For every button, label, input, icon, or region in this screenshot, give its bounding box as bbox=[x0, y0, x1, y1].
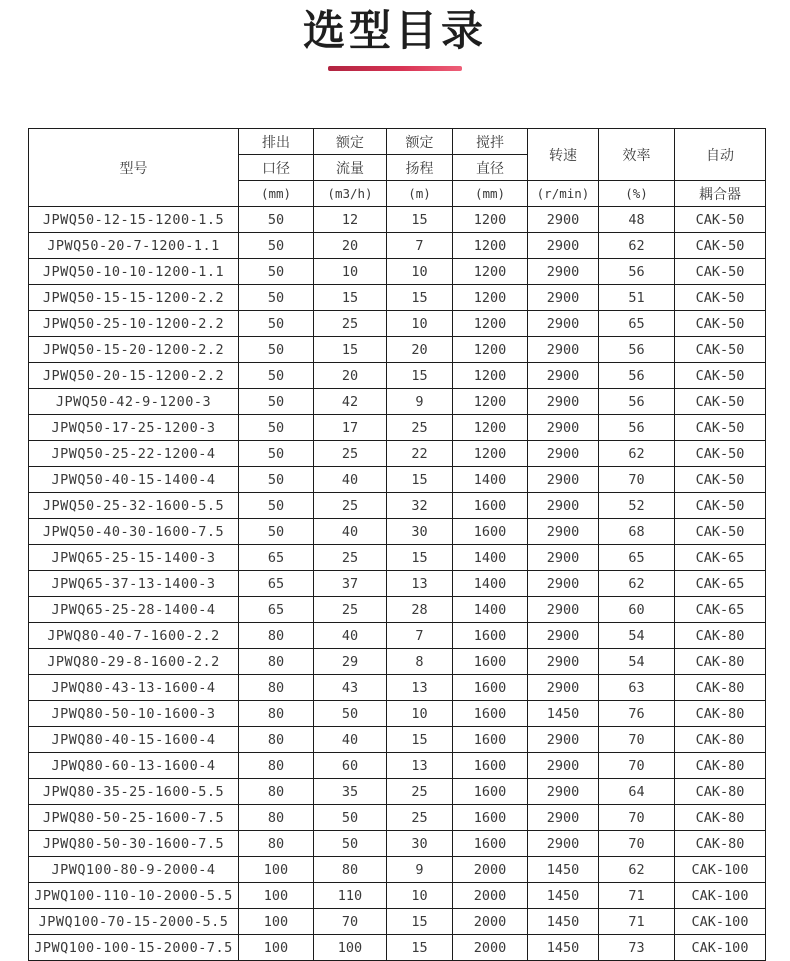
value-cell: 56 bbox=[599, 415, 675, 441]
table-row bbox=[29, 389, 766, 415]
value-cell: CAK-80 bbox=[675, 831, 766, 857]
value-cell: 80 bbox=[239, 649, 314, 675]
value-cell: 1600 bbox=[453, 805, 528, 831]
value-cell: 1600 bbox=[453, 831, 528, 857]
header-auto: 自动 bbox=[675, 129, 766, 181]
value-cell: CAK-100 bbox=[675, 883, 766, 909]
table-row bbox=[29, 259, 766, 285]
model-cell: JPWQ100-80-9-2000-4 bbox=[29, 857, 239, 883]
value-cell: CAK-80 bbox=[675, 753, 766, 779]
model-cell: JPWQ50-40-15-1400-4 bbox=[29, 467, 239, 493]
value-cell: 68 bbox=[599, 519, 675, 545]
model-cell: JPWQ100-70-15-2000-5.5 bbox=[29, 909, 239, 935]
header-mixing-mid: 直径 bbox=[453, 155, 528, 181]
table-row bbox=[29, 467, 766, 493]
header-head-mid: 扬程 bbox=[387, 155, 453, 181]
value-cell: 1600 bbox=[453, 493, 528, 519]
value-cell: 50 bbox=[239, 415, 314, 441]
model-cell: JPWQ65-25-28-1400-4 bbox=[29, 597, 239, 623]
value-cell: 20 bbox=[387, 337, 453, 363]
value-cell: 2900 bbox=[528, 727, 599, 753]
value-cell: 56 bbox=[599, 259, 675, 285]
value-cell: CAK-50 bbox=[675, 519, 766, 545]
value-cell: 13 bbox=[387, 571, 453, 597]
value-cell: 76 bbox=[599, 701, 675, 727]
value-cell: 30 bbox=[387, 519, 453, 545]
value-cell: 1200 bbox=[453, 337, 528, 363]
spec-table bbox=[28, 128, 766, 961]
value-cell: 37 bbox=[314, 571, 387, 597]
value-cell: 1200 bbox=[453, 207, 528, 233]
value-cell: 1600 bbox=[453, 727, 528, 753]
value-cell: 80 bbox=[239, 623, 314, 649]
value-cell: 50 bbox=[239, 207, 314, 233]
value-cell: CAK-80 bbox=[675, 701, 766, 727]
value-cell: 1200 bbox=[453, 363, 528, 389]
value-cell: 64 bbox=[599, 779, 675, 805]
value-cell: 50 bbox=[239, 493, 314, 519]
value-cell: 100 bbox=[239, 857, 314, 883]
value-cell: 1450 bbox=[528, 909, 599, 935]
value-cell: 70 bbox=[599, 805, 675, 831]
value-cell: 50 bbox=[239, 389, 314, 415]
value-cell: 1600 bbox=[453, 675, 528, 701]
value-cell: 17 bbox=[314, 415, 387, 441]
value-cell: 80 bbox=[239, 779, 314, 805]
value-cell: CAK-50 bbox=[675, 285, 766, 311]
value-cell: 50 bbox=[314, 805, 387, 831]
header-flow-unit: (m3/h) bbox=[314, 181, 387, 207]
header-flow-top: 额定 bbox=[314, 129, 387, 155]
value-cell: 2900 bbox=[528, 571, 599, 597]
model-cell: JPWQ50-12-15-1200-1.5 bbox=[29, 207, 239, 233]
selection-table-section bbox=[28, 128, 790, 961]
table-row bbox=[29, 597, 766, 623]
table-row bbox=[29, 493, 766, 519]
value-cell: 62 bbox=[599, 233, 675, 259]
value-cell: 2000 bbox=[453, 909, 528, 935]
value-cell: 20 bbox=[314, 233, 387, 259]
model-cell: JPWQ50-25-22-1200-4 bbox=[29, 441, 239, 467]
table-row bbox=[29, 285, 766, 311]
header-row-1 bbox=[29, 129, 766, 155]
value-cell: 62 bbox=[599, 441, 675, 467]
value-cell: 15 bbox=[314, 337, 387, 363]
model-cell: JPWQ65-37-13-1400-3 bbox=[29, 571, 239, 597]
value-cell: 29 bbox=[314, 649, 387, 675]
header-speed: 转速 bbox=[528, 129, 599, 181]
value-cell: 25 bbox=[314, 441, 387, 467]
model-cell: JPWQ80-40-7-1600-2.2 bbox=[29, 623, 239, 649]
value-cell: CAK-50 bbox=[675, 337, 766, 363]
value-cell: 2900 bbox=[528, 753, 599, 779]
value-cell: CAK-100 bbox=[675, 857, 766, 883]
value-cell: 2900 bbox=[528, 415, 599, 441]
value-cell: 2900 bbox=[528, 805, 599, 831]
value-cell: 1450 bbox=[528, 883, 599, 909]
value-cell: 40 bbox=[314, 467, 387, 493]
value-cell: 25 bbox=[314, 311, 387, 337]
table-row bbox=[29, 935, 766, 961]
model-cell: JPWQ100-100-15-2000-7.5 bbox=[29, 935, 239, 961]
model-cell: JPWQ50-15-15-1200-2.2 bbox=[29, 285, 239, 311]
model-cell: JPWQ50-25-10-1200-2.2 bbox=[29, 311, 239, 337]
value-cell: 2900 bbox=[528, 831, 599, 857]
value-cell: 30 bbox=[387, 831, 453, 857]
table-row bbox=[29, 363, 766, 389]
value-cell: 10 bbox=[314, 259, 387, 285]
value-cell: 2900 bbox=[528, 233, 599, 259]
value-cell: 25 bbox=[387, 805, 453, 831]
table-row bbox=[29, 441, 766, 467]
value-cell: 70 bbox=[599, 831, 675, 857]
value-cell: 70 bbox=[314, 909, 387, 935]
value-cell: 1600 bbox=[453, 649, 528, 675]
value-cell: 48 bbox=[599, 207, 675, 233]
value-cell: 9 bbox=[387, 389, 453, 415]
value-cell: 80 bbox=[239, 727, 314, 753]
value-cell: 1450 bbox=[528, 935, 599, 961]
header-auto-unit: 耦合器 bbox=[675, 181, 766, 207]
model-cell: JPWQ80-29-8-1600-2.2 bbox=[29, 649, 239, 675]
value-cell: 10 bbox=[387, 311, 453, 337]
value-cell: 2900 bbox=[528, 363, 599, 389]
value-cell: 7 bbox=[387, 233, 453, 259]
value-cell: CAK-80 bbox=[675, 727, 766, 753]
value-cell: 1600 bbox=[453, 701, 528, 727]
value-cell: 65 bbox=[599, 311, 675, 337]
table-row bbox=[29, 623, 766, 649]
value-cell: 2900 bbox=[528, 597, 599, 623]
value-cell: 56 bbox=[599, 389, 675, 415]
model-cell: JPWQ80-40-15-1600-4 bbox=[29, 727, 239, 753]
value-cell: 70 bbox=[599, 467, 675, 493]
value-cell: 15 bbox=[387, 363, 453, 389]
value-cell: CAK-50 bbox=[675, 467, 766, 493]
table-row bbox=[29, 311, 766, 337]
value-cell: 20 bbox=[314, 363, 387, 389]
value-cell: 56 bbox=[599, 363, 675, 389]
value-cell: 2900 bbox=[528, 467, 599, 493]
value-cell: 1600 bbox=[453, 753, 528, 779]
value-cell: 50 bbox=[239, 467, 314, 493]
value-cell: 1600 bbox=[453, 519, 528, 545]
value-cell: 2900 bbox=[528, 389, 599, 415]
value-cell: 15 bbox=[387, 467, 453, 493]
value-cell: 12 bbox=[314, 207, 387, 233]
value-cell: 40 bbox=[314, 623, 387, 649]
value-cell: 15 bbox=[387, 207, 453, 233]
model-cell: JPWQ50-40-30-1600-7.5 bbox=[29, 519, 239, 545]
value-cell: 25 bbox=[314, 597, 387, 623]
value-cell: 70 bbox=[599, 727, 675, 753]
value-cell: 43 bbox=[314, 675, 387, 701]
value-cell: 42 bbox=[314, 389, 387, 415]
value-cell: 1600 bbox=[453, 779, 528, 805]
value-cell: 50 bbox=[239, 233, 314, 259]
table-row bbox=[29, 545, 766, 571]
value-cell: CAK-80 bbox=[675, 675, 766, 701]
value-cell: CAK-100 bbox=[675, 935, 766, 961]
value-cell: 1450 bbox=[528, 701, 599, 727]
table-row bbox=[29, 415, 766, 441]
table-row bbox=[29, 857, 766, 883]
value-cell: 65 bbox=[599, 545, 675, 571]
value-cell: 2900 bbox=[528, 545, 599, 571]
value-cell: 1200 bbox=[453, 259, 528, 285]
value-cell: 62 bbox=[599, 571, 675, 597]
value-cell: 50 bbox=[314, 701, 387, 727]
value-cell: 2000 bbox=[453, 857, 528, 883]
value-cell: 10 bbox=[387, 259, 453, 285]
value-cell: 32 bbox=[387, 493, 453, 519]
value-cell: 100 bbox=[239, 935, 314, 961]
table-row bbox=[29, 883, 766, 909]
value-cell: 10 bbox=[387, 883, 453, 909]
value-cell: 28 bbox=[387, 597, 453, 623]
value-cell: 60 bbox=[314, 753, 387, 779]
model-cell: JPWQ100-110-10-2000-5.5 bbox=[29, 883, 239, 909]
value-cell: CAK-50 bbox=[675, 493, 766, 519]
value-cell: 80 bbox=[239, 701, 314, 727]
value-cell: 50 bbox=[239, 441, 314, 467]
value-cell: 56 bbox=[599, 337, 675, 363]
value-cell: 10 bbox=[387, 701, 453, 727]
value-cell: 25 bbox=[387, 779, 453, 805]
value-cell: 50 bbox=[239, 285, 314, 311]
table-row bbox=[29, 337, 766, 363]
header-flow-mid: 流量 bbox=[314, 155, 387, 181]
value-cell: 2900 bbox=[528, 493, 599, 519]
value-cell: 1200 bbox=[453, 285, 528, 311]
value-cell: 71 bbox=[599, 883, 675, 909]
header-mixing-unit: (mm) bbox=[453, 181, 528, 207]
model-cell: JPWQ50-42-9-1200-3 bbox=[29, 389, 239, 415]
value-cell: 2900 bbox=[528, 441, 599, 467]
value-cell: 50 bbox=[314, 831, 387, 857]
value-cell: 1450 bbox=[528, 857, 599, 883]
table-row bbox=[29, 675, 766, 701]
header-discharge-mid: 口径 bbox=[239, 155, 314, 181]
table-row bbox=[29, 701, 766, 727]
table-row bbox=[29, 805, 766, 831]
value-cell: 54 bbox=[599, 649, 675, 675]
value-cell: 2900 bbox=[528, 285, 599, 311]
value-cell: 1400 bbox=[453, 571, 528, 597]
table-row bbox=[29, 831, 766, 857]
value-cell: 25 bbox=[387, 415, 453, 441]
value-cell: 15 bbox=[387, 727, 453, 753]
value-cell: 52 bbox=[599, 493, 675, 519]
model-cell: JPWQ80-43-13-1600-4 bbox=[29, 675, 239, 701]
value-cell: 50 bbox=[239, 363, 314, 389]
model-cell: JPWQ80-50-25-1600-7.5 bbox=[29, 805, 239, 831]
page-header bbox=[0, 0, 790, 71]
value-cell: 80 bbox=[314, 857, 387, 883]
model-cell: JPWQ80-35-25-1600-5.5 bbox=[29, 779, 239, 805]
value-cell: CAK-50 bbox=[675, 363, 766, 389]
value-cell: 25 bbox=[314, 493, 387, 519]
table-row bbox=[29, 649, 766, 675]
value-cell: CAK-50 bbox=[675, 389, 766, 415]
value-cell: 100 bbox=[314, 935, 387, 961]
value-cell: 63 bbox=[599, 675, 675, 701]
model-cell: JPWQ50-25-32-1600-5.5 bbox=[29, 493, 239, 519]
model-cell: JPWQ50-20-15-1200-2.2 bbox=[29, 363, 239, 389]
value-cell: 1200 bbox=[453, 311, 528, 337]
value-cell: 40 bbox=[314, 519, 387, 545]
header-mixing-top: 搅拌 bbox=[453, 129, 528, 155]
header-efficiency-unit: (%) bbox=[599, 181, 675, 207]
value-cell: 51 bbox=[599, 285, 675, 311]
value-cell: 2900 bbox=[528, 207, 599, 233]
header-head-top: 额定 bbox=[387, 129, 453, 155]
table-row bbox=[29, 207, 766, 233]
value-cell: 2000 bbox=[453, 883, 528, 909]
value-cell: 62 bbox=[599, 857, 675, 883]
header-discharge-unit: (mm) bbox=[239, 181, 314, 207]
value-cell: 7 bbox=[387, 623, 453, 649]
title-underline-accent bbox=[328, 66, 462, 71]
value-cell: 50 bbox=[239, 337, 314, 363]
model-cell: JPWQ50-10-10-1200-1.1 bbox=[29, 259, 239, 285]
value-cell: 1200 bbox=[453, 415, 528, 441]
value-cell: 50 bbox=[239, 259, 314, 285]
value-cell: 2900 bbox=[528, 337, 599, 363]
value-cell: 80 bbox=[239, 805, 314, 831]
value-cell: 2900 bbox=[528, 623, 599, 649]
model-cell: JPWQ80-50-30-1600-7.5 bbox=[29, 831, 239, 857]
value-cell: 1200 bbox=[453, 233, 528, 259]
value-cell: 1400 bbox=[453, 545, 528, 571]
model-cell: JPWQ50-20-7-1200-1.1 bbox=[29, 233, 239, 259]
value-cell: 65 bbox=[239, 597, 314, 623]
value-cell: 70 bbox=[599, 753, 675, 779]
value-cell: 8 bbox=[387, 649, 453, 675]
value-cell: 50 bbox=[239, 519, 314, 545]
value-cell: 13 bbox=[387, 753, 453, 779]
model-cell: JPWQ65-25-15-1400-3 bbox=[29, 545, 239, 571]
value-cell: CAK-50 bbox=[675, 441, 766, 467]
value-cell: 50 bbox=[239, 311, 314, 337]
value-cell: 65 bbox=[239, 545, 314, 571]
value-cell: 80 bbox=[239, 831, 314, 857]
value-cell: 71 bbox=[599, 909, 675, 935]
value-cell: 60 bbox=[599, 597, 675, 623]
header-speed-unit: (r/min) bbox=[528, 181, 599, 207]
value-cell: 2900 bbox=[528, 779, 599, 805]
table-row bbox=[29, 727, 766, 753]
model-cell: JPWQ50-15-20-1200-2.2 bbox=[29, 337, 239, 363]
value-cell: 100 bbox=[239, 883, 314, 909]
table-header bbox=[29, 129, 766, 207]
model-cell: JPWQ50-17-25-1200-3 bbox=[29, 415, 239, 441]
value-cell: 80 bbox=[239, 675, 314, 701]
value-cell: 15 bbox=[314, 285, 387, 311]
value-cell: CAK-50 bbox=[675, 207, 766, 233]
value-cell: 15 bbox=[387, 935, 453, 961]
value-cell: CAK-50 bbox=[675, 259, 766, 285]
value-cell: CAK-65 bbox=[675, 597, 766, 623]
table-row bbox=[29, 519, 766, 545]
value-cell: 15 bbox=[387, 285, 453, 311]
value-cell: 15 bbox=[387, 545, 453, 571]
model-cell: JPWQ80-50-10-1600-3 bbox=[29, 701, 239, 727]
value-cell: 1400 bbox=[453, 467, 528, 493]
value-cell: 35 bbox=[314, 779, 387, 805]
table-row bbox=[29, 779, 766, 805]
model-cell: JPWQ80-60-13-1600-4 bbox=[29, 753, 239, 779]
value-cell: 22 bbox=[387, 441, 453, 467]
value-cell: CAK-80 bbox=[675, 779, 766, 805]
value-cell: 13 bbox=[387, 675, 453, 701]
value-cell: 80 bbox=[239, 753, 314, 779]
value-cell: 1200 bbox=[453, 389, 528, 415]
value-cell: 40 bbox=[314, 727, 387, 753]
value-cell: CAK-50 bbox=[675, 233, 766, 259]
value-cell: 65 bbox=[239, 571, 314, 597]
value-cell: 25 bbox=[314, 545, 387, 571]
header-discharge-top: 排出 bbox=[239, 129, 314, 155]
value-cell: 2900 bbox=[528, 649, 599, 675]
value-cell: CAK-80 bbox=[675, 623, 766, 649]
value-cell: 2000 bbox=[453, 935, 528, 961]
page-title: 选型目录 bbox=[302, 6, 487, 55]
value-cell: 110 bbox=[314, 883, 387, 909]
table-row bbox=[29, 571, 766, 597]
value-cell: 1600 bbox=[453, 623, 528, 649]
value-cell: CAK-80 bbox=[675, 805, 766, 831]
value-cell: 2900 bbox=[528, 311, 599, 337]
value-cell: CAK-65 bbox=[675, 545, 766, 571]
value-cell: 2900 bbox=[528, 675, 599, 701]
value-cell: 100 bbox=[239, 909, 314, 935]
value-cell: CAK-50 bbox=[675, 415, 766, 441]
table-row bbox=[29, 233, 766, 259]
value-cell: 2900 bbox=[528, 259, 599, 285]
value-cell: 2900 bbox=[528, 519, 599, 545]
value-cell: 73 bbox=[599, 935, 675, 961]
value-cell: 9 bbox=[387, 857, 453, 883]
value-cell: CAK-65 bbox=[675, 571, 766, 597]
value-cell: CAK-100 bbox=[675, 909, 766, 935]
header-efficiency: 效率 bbox=[599, 129, 675, 181]
table-body bbox=[29, 207, 766, 961]
header-model: 型号 bbox=[29, 129, 239, 207]
value-cell: CAK-80 bbox=[675, 649, 766, 675]
header-head-unit: (m) bbox=[387, 181, 453, 207]
table-row bbox=[29, 753, 766, 779]
value-cell: 1200 bbox=[453, 441, 528, 467]
value-cell: 54 bbox=[599, 623, 675, 649]
value-cell: 15 bbox=[387, 909, 453, 935]
table-row bbox=[29, 909, 766, 935]
value-cell: CAK-50 bbox=[675, 311, 766, 337]
value-cell: 1400 bbox=[453, 597, 528, 623]
